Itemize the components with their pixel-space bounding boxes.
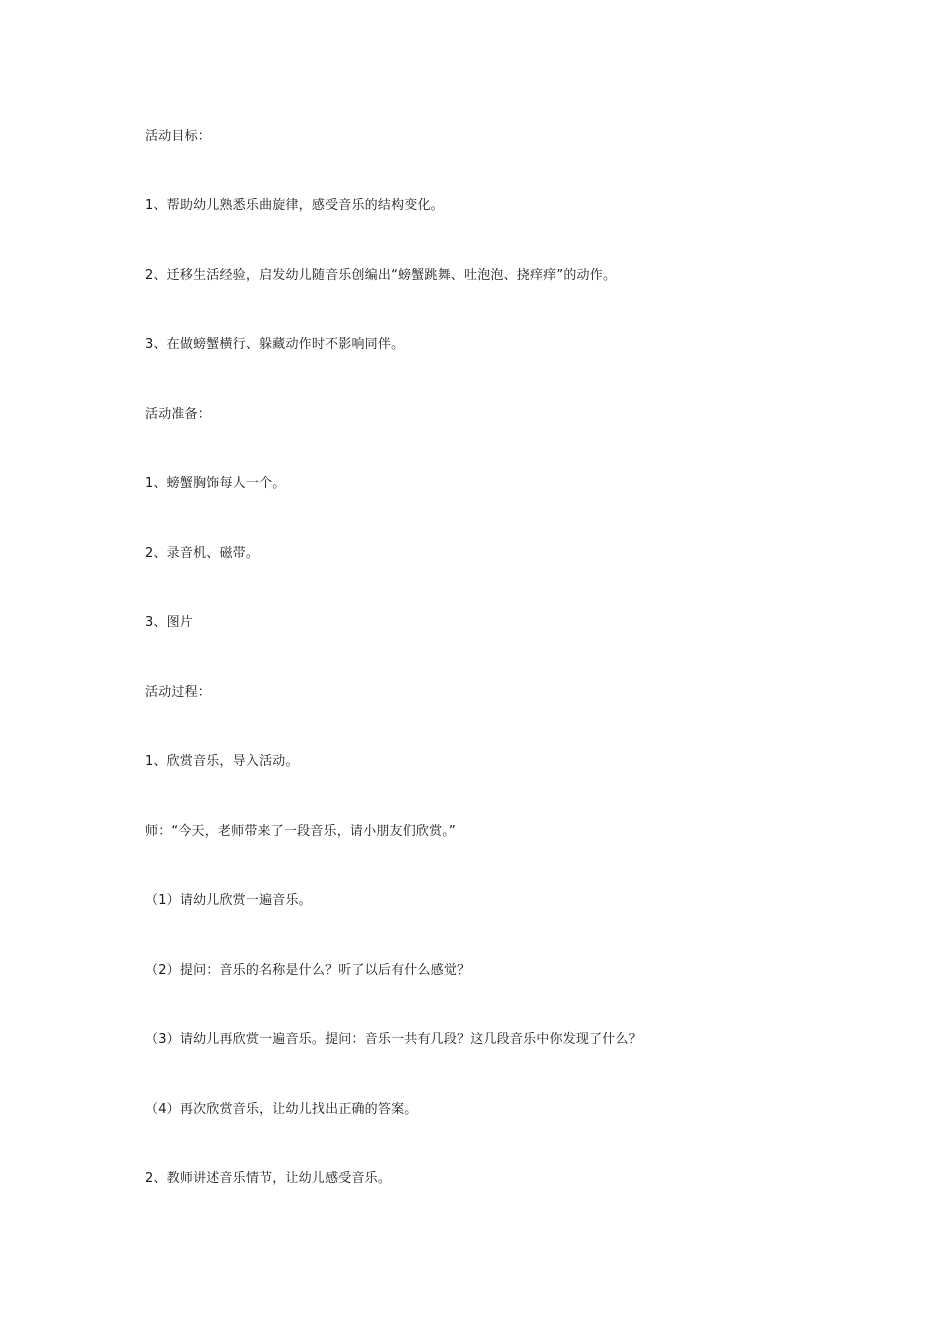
section-heading-process: 活动过程：: [145, 685, 212, 700]
process-step-1: 1、欣赏音乐，导入活动。: [145, 754, 299, 769]
process-substep-4: （4）再次欣赏音乐，让幼儿找出正确的答案。: [145, 1102, 418, 1117]
goal-item-3: 3、在做螃蟹横行、躲藏动作时不影响同伴。: [145, 337, 405, 352]
process-substep-3: （3）请幼儿再欣赏一遍音乐。提问：音乐一共有几段？这几段音乐中你发现了什么？: [145, 1032, 642, 1047]
preparation-item-3: 3、图片: [145, 615, 194, 630]
preparation-item-2: 2、录音机、磁带。: [145, 546, 260, 561]
preparation-item-1: 1、螃蟹胸饰每人一个。: [145, 476, 286, 491]
goal-item-1: 1、帮助幼儿熟悉乐曲旋律，感受音乐的结构变化。: [145, 198, 444, 213]
process-substep-1: （1）请幼儿欣赏一遍音乐。: [145, 893, 312, 908]
section-heading-preparation: 活动准备：: [145, 407, 212, 422]
goal-item-2: 2、迁移生活经验，启发幼儿随音乐创编出“螃蟹跳舞、吐泡泡、挠痒痒”的动作。: [145, 268, 617, 283]
process-step-2: 2、教师讲述音乐情节，让幼儿感受音乐。: [145, 1171, 392, 1186]
section-heading-goals: 活动目标：: [145, 129, 212, 144]
process-substep-2: （2）提问：音乐的名称是什么？听了以后有什么感觉？: [145, 963, 471, 978]
teacher-quote: 师：“今天，老师带来了一段音乐，请小朋友们欣赏。”: [145, 824, 456, 839]
